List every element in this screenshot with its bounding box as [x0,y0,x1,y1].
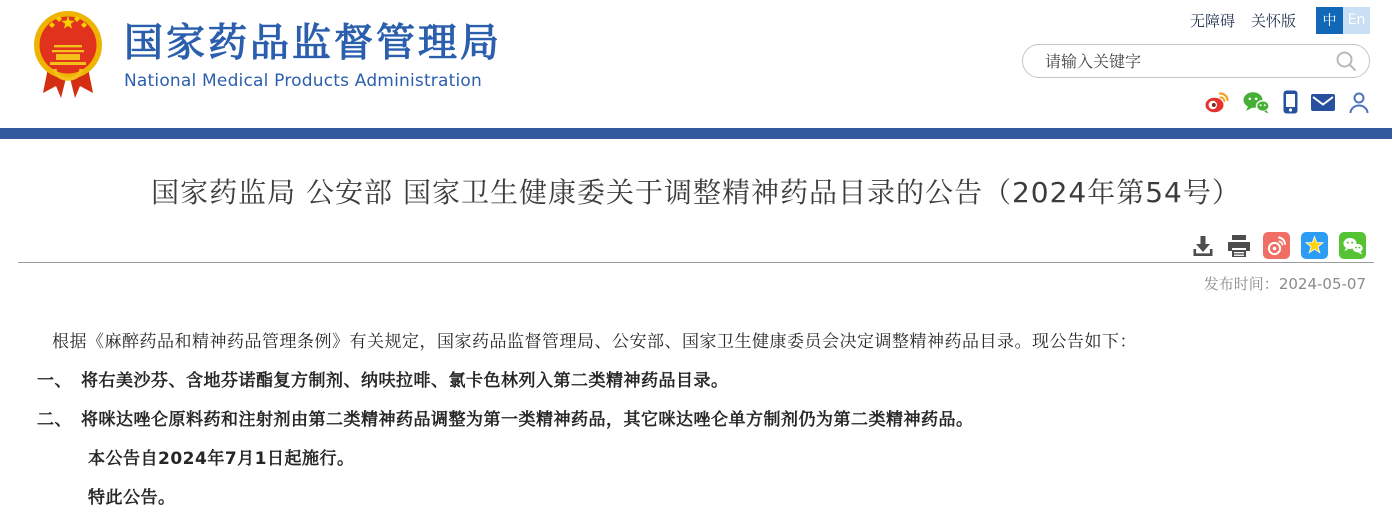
share-wechat-icon[interactable] [1339,232,1366,259]
wechat-icon[interactable] [1243,91,1270,114]
share-qzone-icon[interactable] [1301,232,1328,259]
mobile-icon[interactable] [1283,90,1298,114]
search-icon[interactable] [1335,50,1357,72]
email-icon[interactable] [1311,94,1335,111]
article-title: 国家药监局 公安部 国家卫生健康委关于调整精神药品目录的公告（2024年第54号） [151,176,1241,209]
article-toolbar [26,232,1366,259]
search-input[interactable] [1045,52,1335,71]
article-body [26,332,1366,509]
header-right [1022,6,1370,115]
site-header [0,0,1392,128]
care-version-link[interactable]: 关怀版 [1250,11,1296,30]
paragraph-item-1: 一、 将右美沙芬、含地芬诺酯复方制剂、纳呋拉啡、氯卡色林列入第二类精神药品目录。 [37,371,729,391]
lang-zh-button[interactable]: 中 [1316,7,1343,34]
header-divider-bar [0,128,1392,139]
paragraph-item-2: 二、 将咪达唑仑原料药和注射剂由第二类精神药品调整为第一类精神药品，其它咪达唑仑单方制剂仍为第二类精神药品。 [37,410,974,430]
search-box[interactable] [1022,44,1370,78]
article [0,176,1392,509]
top-links [1174,6,1370,34]
weibo-icon[interactable] [1205,91,1230,113]
language-switcher [1316,7,1370,34]
print-icon[interactable] [1226,234,1252,258]
user-icon[interactable] [1348,91,1370,114]
site-title-zh: 国家药品监督管理局 [124,21,503,67]
national-emblem-icon [32,8,104,106]
social-links [1205,89,1370,115]
lang-en-button[interactable]: En [1343,7,1370,34]
download-icon[interactable] [1191,234,1215,258]
publish-date [26,273,1366,294]
accessibility-link[interactable]: 无障碍 [1189,11,1235,30]
share-weibo-icon[interactable] [1263,232,1290,259]
site-logo[interactable] [32,8,502,106]
paragraph-closing: 特此公告。 [88,488,176,508]
paragraph-intro: 根据《麻醉药品和精神药品管理条例》有关规定，国家药品监督管理局、公安部、国家卫生健康委员会决定调整精神药品目录。现公告如下： [52,332,1137,352]
publish-date-label: 发布时间： [1203,275,1279,293]
site-title-en: National Medical Products Administration [124,70,482,91]
title-divider [18,262,1374,263]
paragraph-effective-date: 本公告自2024年7月1日起施行。 [88,449,355,469]
publish-date-value: 2024-05-07 [1278,275,1366,293]
